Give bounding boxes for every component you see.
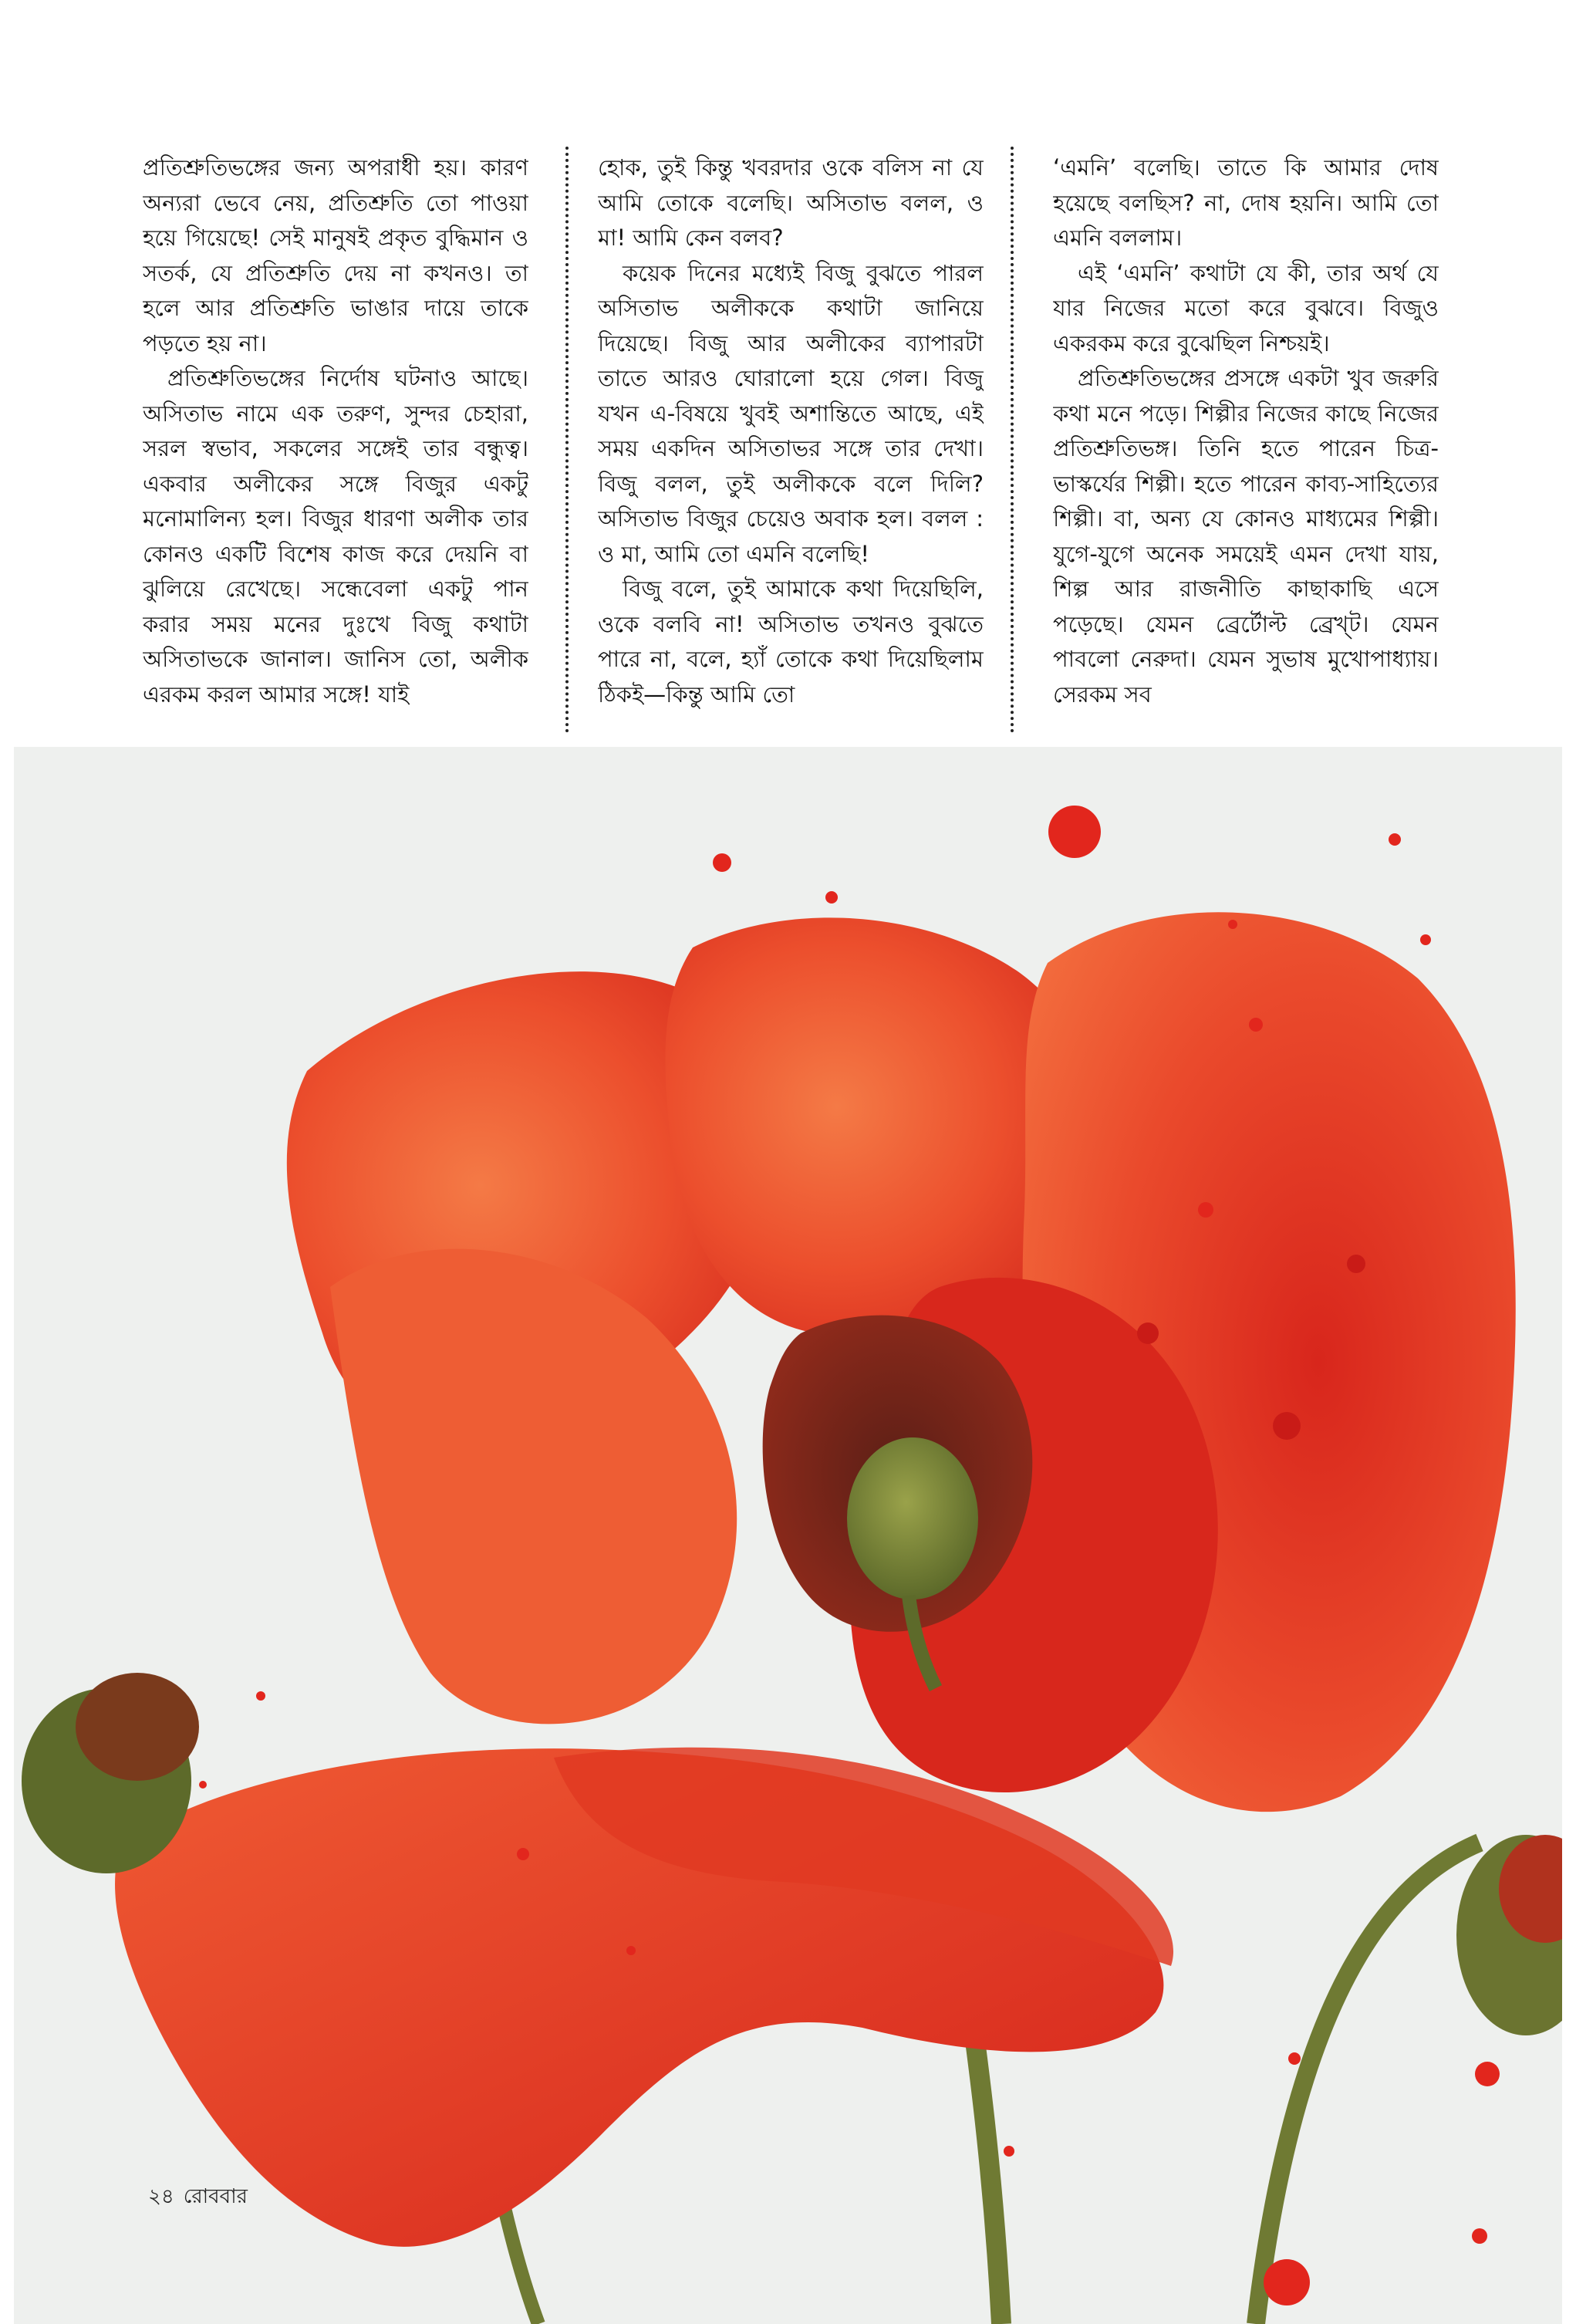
paragraph: বিজু বলে, তুই আমাকে কথা দিয়েছিলি, ওকে বলবি না! অসিতাভ তখনও বুঝতে পারে না, বলে, হ্যাঁ তোকে কথা দিয়েছিলাম ঠিকই—কিন্তু আমি তো: [598, 576, 984, 708]
paint-splatter: [1420, 934, 1431, 945]
paint-splatter: [1004, 2146, 1014, 2157]
paint-splatter: [1198, 1202, 1213, 1218]
article-column-3: [1053, 150, 1439, 737]
paint-splatter: [1273, 1412, 1301, 1440]
poppy-illustration: [14, 747, 1562, 2324]
paragraph: হোক, তুই কিন্তু খবরদার ওকে বলিস না যে আমি তোকে বলেছি। অসিতাভ বলল, ও মা! আমি কেন বলব?: [598, 154, 984, 251]
paint-splatter: [626, 1946, 636, 1955]
paragraph: প্রতিশ্রুতিভঙ্গের জন্য অপরাধী হয়। কারণ অন্যরা ভেবে নেয়, প্রতিশ্রুতি তো পাওয়া হয়ে গিয়েছে! সেই মানুষই প্রকৃত বুদ্ধিমান ও সতর্ক, যে প্রতিশ্রুতি দেয় না কখনও। তা হলে আর প্রতিশ্রুতি ভাঙার দায়ে তাকে পড়তে হয় না।: [143, 154, 528, 356]
paint-splatter: [199, 1781, 207, 1789]
paragraph: কয়েক দিনের মধ্যেই বিজু বুঝতে পারল অসিতাভ অলীককে কথাটা জানিয়ে দিয়েছে। বিজু আর অলীকের ব্যাপারটা তাতে আরও ঘোরালো হয়ে গেল। বিজু যখন এ-বিষয়ে খুবই অশান্তিতে আছে, এই সময় একদিন অসিতাভর সঙ্গে তার দেখা। বিজু বলল, তুই অলীককে বলে দিলি? অসিতাভ বিজুর চেয়েও অবাক হল। বলল : ও মা, আমি তো এমনি বলেছি!: [598, 259, 984, 567]
paint-splatter: [1048, 806, 1101, 858]
paint-splatter: [713, 853, 731, 872]
paint-splatter: [825, 891, 838, 904]
magazine-name: রোববার: [183, 2185, 248, 2208]
paint-splatter: [1472, 2228, 1487, 2244]
paint-splatter: [1475, 2062, 1500, 2086]
paint-splatter: [517, 1848, 529, 1860]
article-column-2: [598, 150, 984, 737]
paint-splatter: [1288, 2052, 1301, 2065]
seed-pod: [847, 1437, 978, 1599]
article-column-1: [143, 150, 528, 737]
paragraph: এই ‘এমনি’ কথাটা যে কী, তার অর্থ যে যার নিজের মতো করে বুঝবে। বিজুও একরকম করে বুঝেছিল নিশ্চয়ই।: [1053, 259, 1439, 356]
paint-splatter: [1249, 1018, 1263, 1032]
paint-splatter: [256, 1691, 265, 1701]
column-divider: [1011, 147, 1014, 733]
paint-splatter: [1137, 1322, 1159, 1344]
page-number: ২৪: [148, 2185, 174, 2208]
page-footer: [148, 2180, 257, 2214]
paragraph: ‘এমনি’ বলেছি। তাতে কি আমার দোষ হয়েছে বলছিস? না, দোষ হয়নি। আমি তো এমনি বললাম।: [1053, 154, 1439, 251]
article-body: [143, 150, 1439, 737]
paragraph: প্রতিশ্রুতিভঙ্গের নির্দোষ ঘটনাও আছে। অসিতাভ নামে এক তরুণ, সুন্দর চেহারা, সরল স্বভাব, সকলের সঙ্গেই তার বন্ধুত্ব। একবার অলীকের সঙ্গে বিজুর একটু মনোমালিন্য হল। বিজুর ধারণা অলীক তার কোনও একটি বিশেষ কাজ করে দেয়নি বা ঝুলিয়ে রেখেছে। সন্ধেবেলা একটু পান করার সময় মনের দুঃখে বিজু কথাটা অসিতাভকে জানাল। জানিস তো, অলীক এরকম করল আমার সঙ্গে! যাই: [143, 365, 528, 708]
paragraph: প্রতিশ্রুতিভঙ্গের প্রসঙ্গে একটা খুব জরুরি কথা মনে পড়ে। শিল্পীর নিজের কাছে নিজের প্রতিশ্রুতিভঙ্গ। তিনি হতে পারেন চিত্র-ভাস্কর্যের শিল্পী। হতে পারেন কাব্য-সাহিত্যের শিল্পী। বা, অন্য যে কোনও মাধ্যমের শিল্পী। যুগে-যুগে অনেক সময়েই এমন দেখা যায়, শিল্প আর রাজনীতি কাছাকাছি এসে পড়েছে। যেমন ব্রের্টোল্ট ব্রেখ্ট। যেমন পাবলো নেরুদা। যেমন সুভাষ মুখোপাধ্যায়। সেরকম সব: [1053, 365, 1439, 708]
paint-splatter: [1347, 1255, 1365, 1273]
poppy-bud: [76, 1673, 199, 1781]
paint-splatter: [1389, 833, 1401, 846]
column-divider: [565, 147, 569, 733]
paint-splatter: [1264, 2259, 1310, 2305]
paint-splatter: [1228, 920, 1237, 929]
